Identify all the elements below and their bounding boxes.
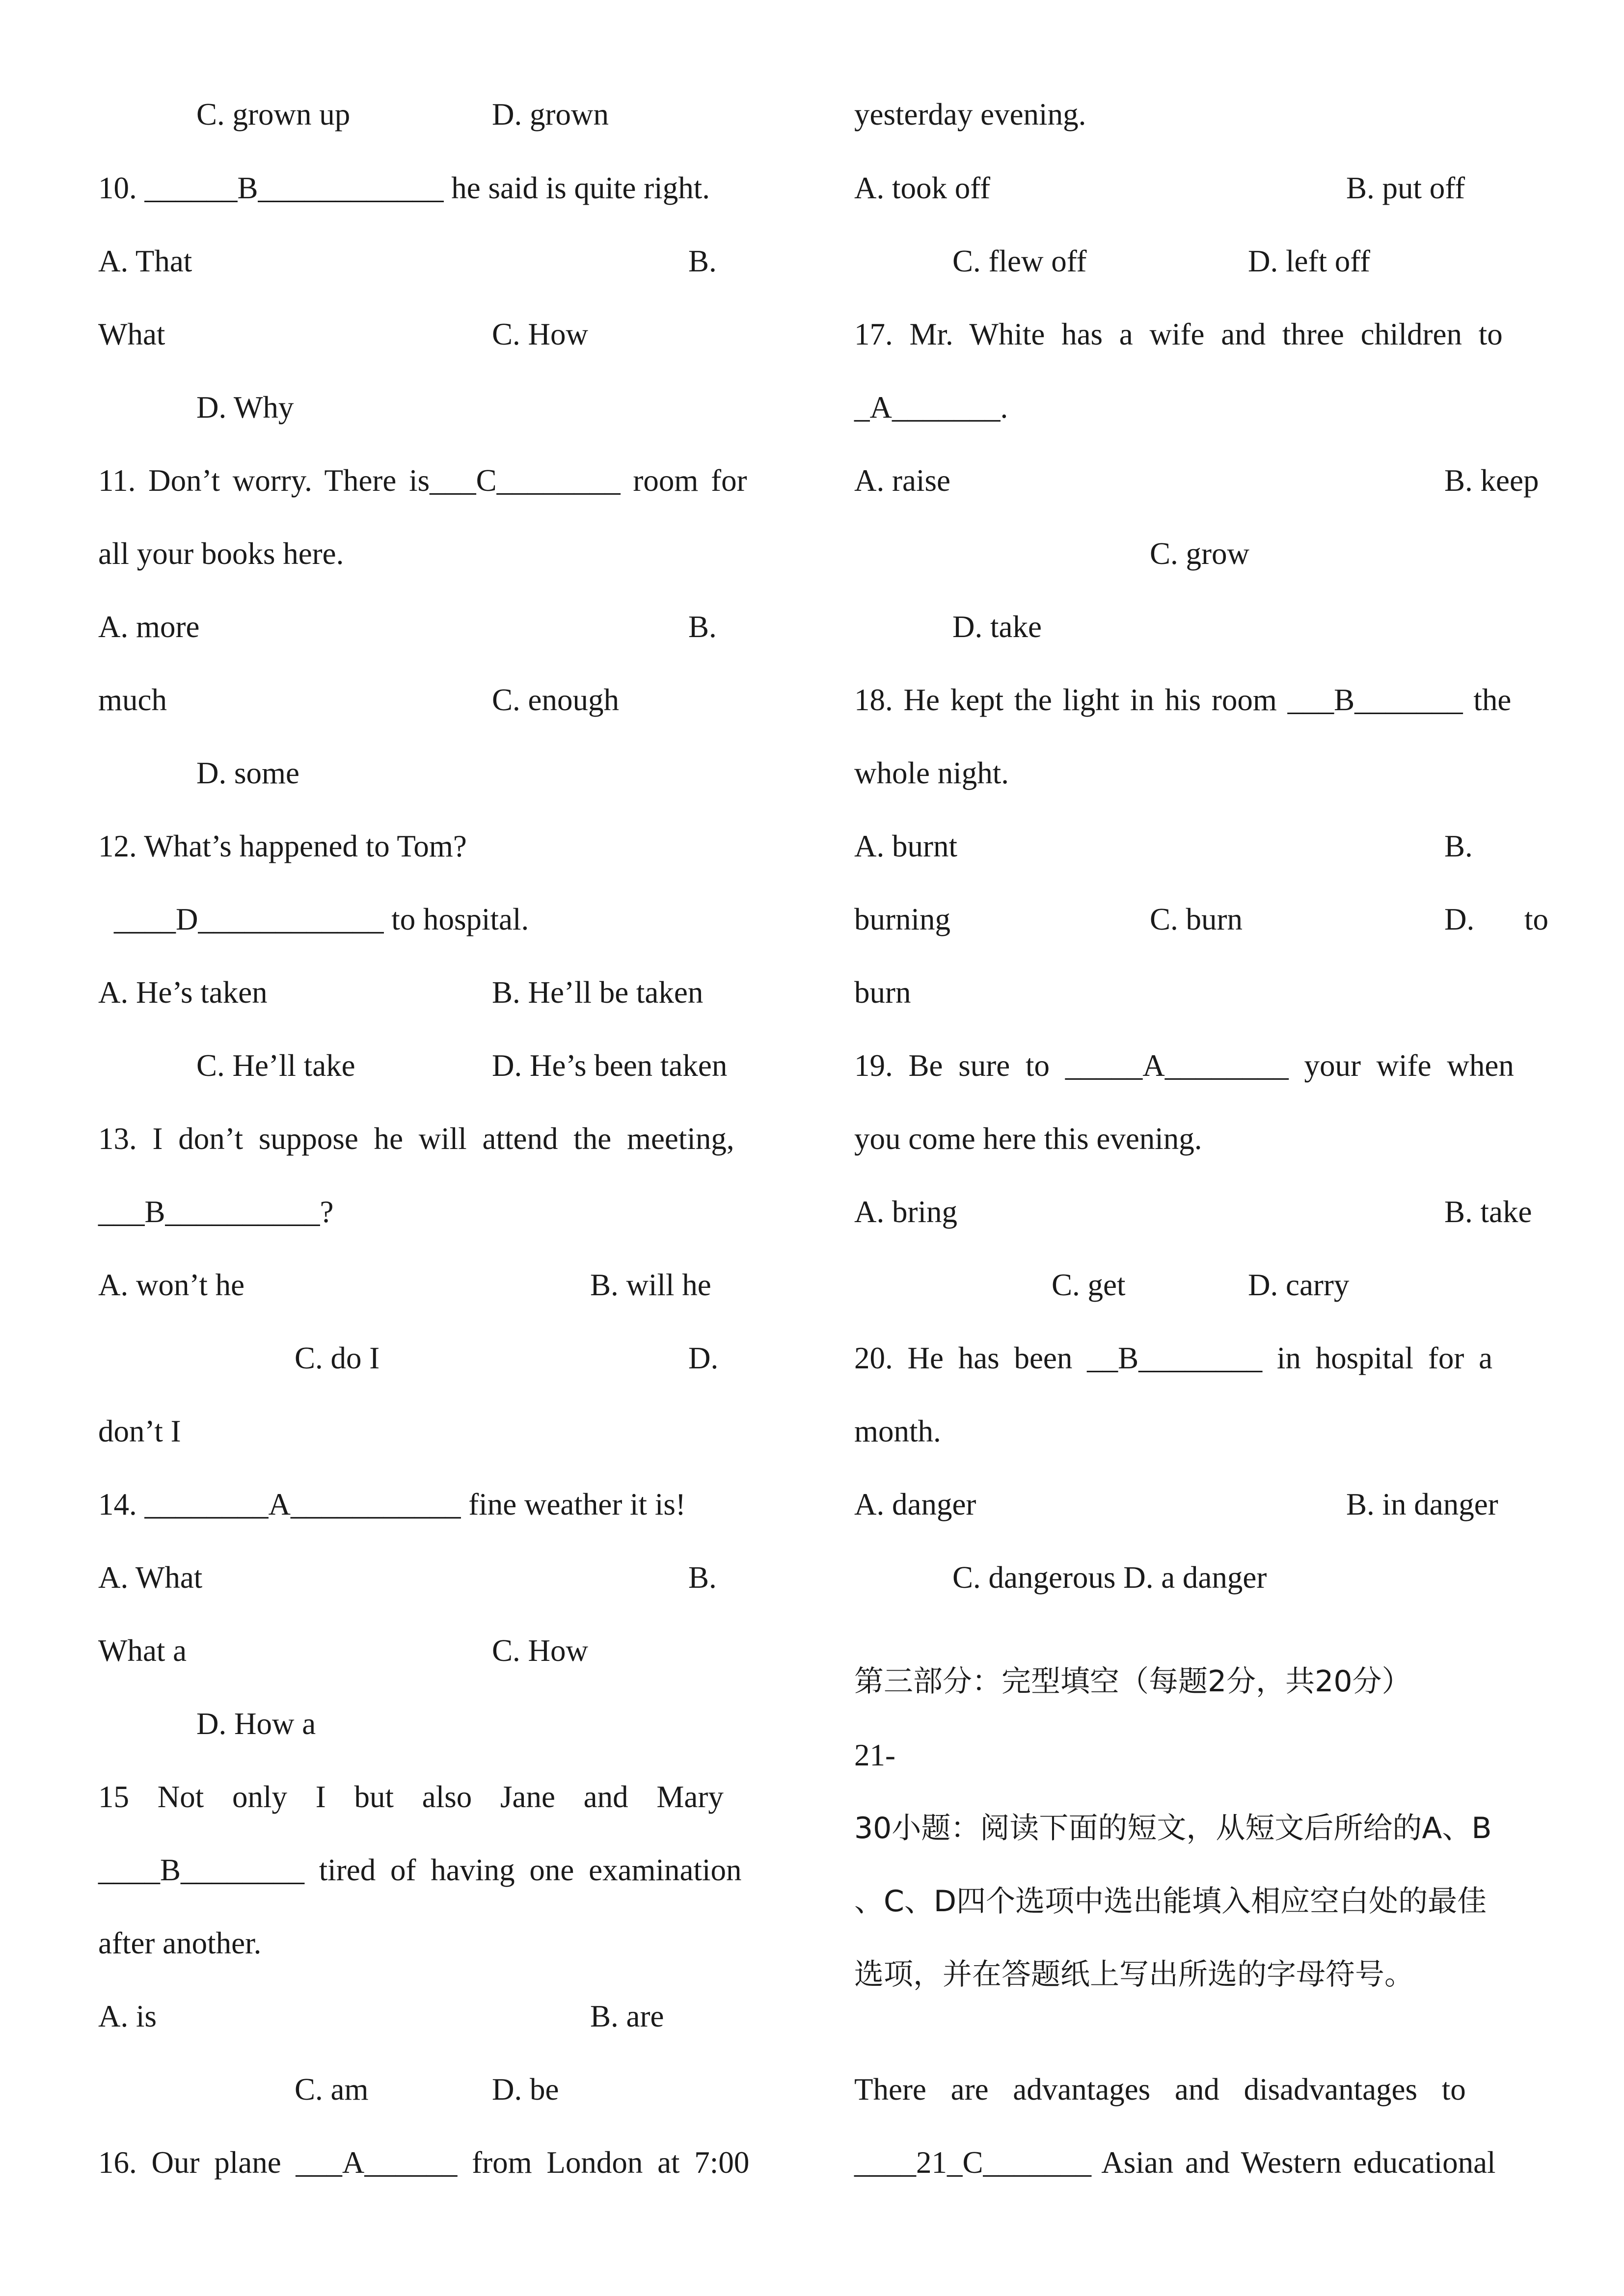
part3-instruction-line2: 、C、D四个选项中选出能填入相应空白处的最佳 <box>854 1884 1487 1919</box>
q12-option-c: C. He’ll take <box>196 1048 355 1083</box>
q17-option-a: A. raise <box>854 463 950 498</box>
q14-option-d: D. How a <box>196 1707 316 1741</box>
q15-option-a: A. is <box>98 1999 157 2033</box>
passage-line2: ____21_C_______ Asian and Western educational <box>854 2145 1496 2180</box>
q17-option-c: C. grow <box>1150 536 1249 571</box>
q10-stem: 10. ______B____________ he said is quite right. <box>98 171 710 205</box>
q15-stem-line2: ____B________ tired of having one examination <box>98 1853 742 1887</box>
q17-stem-line2: _A_______. <box>854 390 1008 425</box>
q19-stem-line2: you come here this evening. <box>854 1121 1202 1156</box>
q18-option-d-letter: D. <box>1444 902 1475 936</box>
passage-line1: There are advantages and disadvantages to <box>854 2072 1466 2107</box>
q15-option-d: D. be <box>492 2072 559 2107</box>
q14-stem: 14. ________A___________ fine weather it is! <box>98 1487 686 1522</box>
q18-stem-line2: whole night. <box>854 756 1009 790</box>
q18-stem-line1: 18. He kept the light in his room ___B_______ the <box>854 683 1512 717</box>
q11-option-b-word: much <box>98 683 167 717</box>
q15-stem-line1: 15 Not only I but also Jane and Mary <box>98 1780 724 1814</box>
q11-stem-line1: 11. Don’t worry. There is___C________ room for <box>98 463 747 498</box>
q14-option-b-letter: B. <box>688 1560 717 1595</box>
q18-option-b-letter: B. <box>1444 829 1473 863</box>
q18-option-b-word: burning <box>854 902 950 936</box>
q11-option-b-letter: B. <box>688 610 717 644</box>
q12-option-b: B. He’ll be taken <box>492 975 704 1010</box>
q19-option-b: B. take <box>1444 1195 1532 1229</box>
q18-option-d-word: burn <box>854 975 911 1010</box>
q9-option-d: D. grown <box>492 97 609 132</box>
q13-option-b: B. will he <box>590 1268 711 1302</box>
part3-instruction-line3: 选项，并在答题纸上写出所选的字母符号。 <box>854 1957 1414 1992</box>
part3-range: 21- <box>854 1738 895 1772</box>
q13-option-a: A. won’t he <box>98 1268 245 1302</box>
q16-option-a: A. took off <box>854 171 991 205</box>
part3-instruction-line1: 30小题：阅读下面的短文，从短文后所给的A、B <box>854 1811 1492 1845</box>
q14-option-a: A. What <box>98 1560 203 1595</box>
q12-option-d: D. He’s been taken <box>492 1048 728 1083</box>
q16-stem-line1: 16. Our plane ___A______ from London at 7:00 <box>98 2145 750 2180</box>
q17-option-b: B. keep <box>1444 463 1539 498</box>
q9-option-c: C. grown up <box>196 97 351 132</box>
q10-option-c: C. How <box>492 317 589 351</box>
q19-option-a: A. bring <box>854 1195 957 1229</box>
q14-option-c: C. How <box>492 1633 589 1668</box>
q16-option-c: C. flew off <box>952 244 1087 278</box>
q10-option-d: D. Why <box>196 390 294 425</box>
q11-option-a: A. more <box>98 610 200 644</box>
q16-option-b: B. put off <box>1346 171 1465 205</box>
q16-option-d: D. left off <box>1248 244 1371 278</box>
q15-stem-line3: after another. <box>98 1926 262 1960</box>
q11-option-c: C. enough <box>492 683 619 717</box>
q11-option-d: D. some <box>196 756 299 790</box>
q12-stem-line1: 12. What’s happened to Tom? <box>98 829 467 863</box>
q20-stem-line2: month. <box>854 1414 941 1448</box>
part3-heading: 第三部分：完型填空（每题2分，共20分） <box>854 1664 1411 1699</box>
q15-option-b: B. are <box>590 1999 664 2033</box>
q20-stem-line1: 20. He has been __B________ in hospital for a <box>854 1341 1493 1375</box>
q18-option-a: A. burnt <box>854 829 957 863</box>
q12-option-a: A. He’s taken <box>98 975 268 1010</box>
q19-stem-line1: 19. Be sure to _____A________ your wife when <box>854 1048 1514 1083</box>
q10-option-a: A. That <box>98 244 192 278</box>
q19-option-c: C. get <box>1052 1268 1126 1302</box>
q18-option-d-to: to <box>1524 902 1549 936</box>
q15-option-c: C. am <box>295 2072 369 2107</box>
q13-option-d-letter: D. <box>688 1341 719 1375</box>
q20-option-c-d: C. dangerous D. a danger <box>952 1560 1267 1595</box>
q13-option-c: C. do I <box>295 1341 380 1375</box>
q18-option-c: C. burn <box>1150 902 1243 936</box>
q13-stem-line1: 13. I don’t suppose he will attend the meeting, <box>98 1121 734 1156</box>
q10-option-b-letter: B. <box>688 244 717 278</box>
q20-option-b: B. in danger <box>1346 1487 1498 1522</box>
q14-option-b-word: What a <box>98 1633 187 1668</box>
q13-stem-line2: ___B__________? <box>98 1195 334 1229</box>
q17-option-d: D. take <box>952 610 1042 644</box>
q13-option-d-word: don’t I <box>98 1414 181 1448</box>
q20-option-a: A. danger <box>854 1487 976 1522</box>
q19-option-d: D. carry <box>1248 1268 1350 1302</box>
q16-stem-line2: yesterday evening. <box>854 97 1086 132</box>
q10-option-b-word: What <box>98 317 165 351</box>
q11-stem-line2: all your books here. <box>98 536 344 571</box>
q17-stem-line1: 17. Mr. White has a wife and three children to <box>854 317 1503 351</box>
q12-stem-line2: ____D____________ to hospital. <box>114 902 529 936</box>
